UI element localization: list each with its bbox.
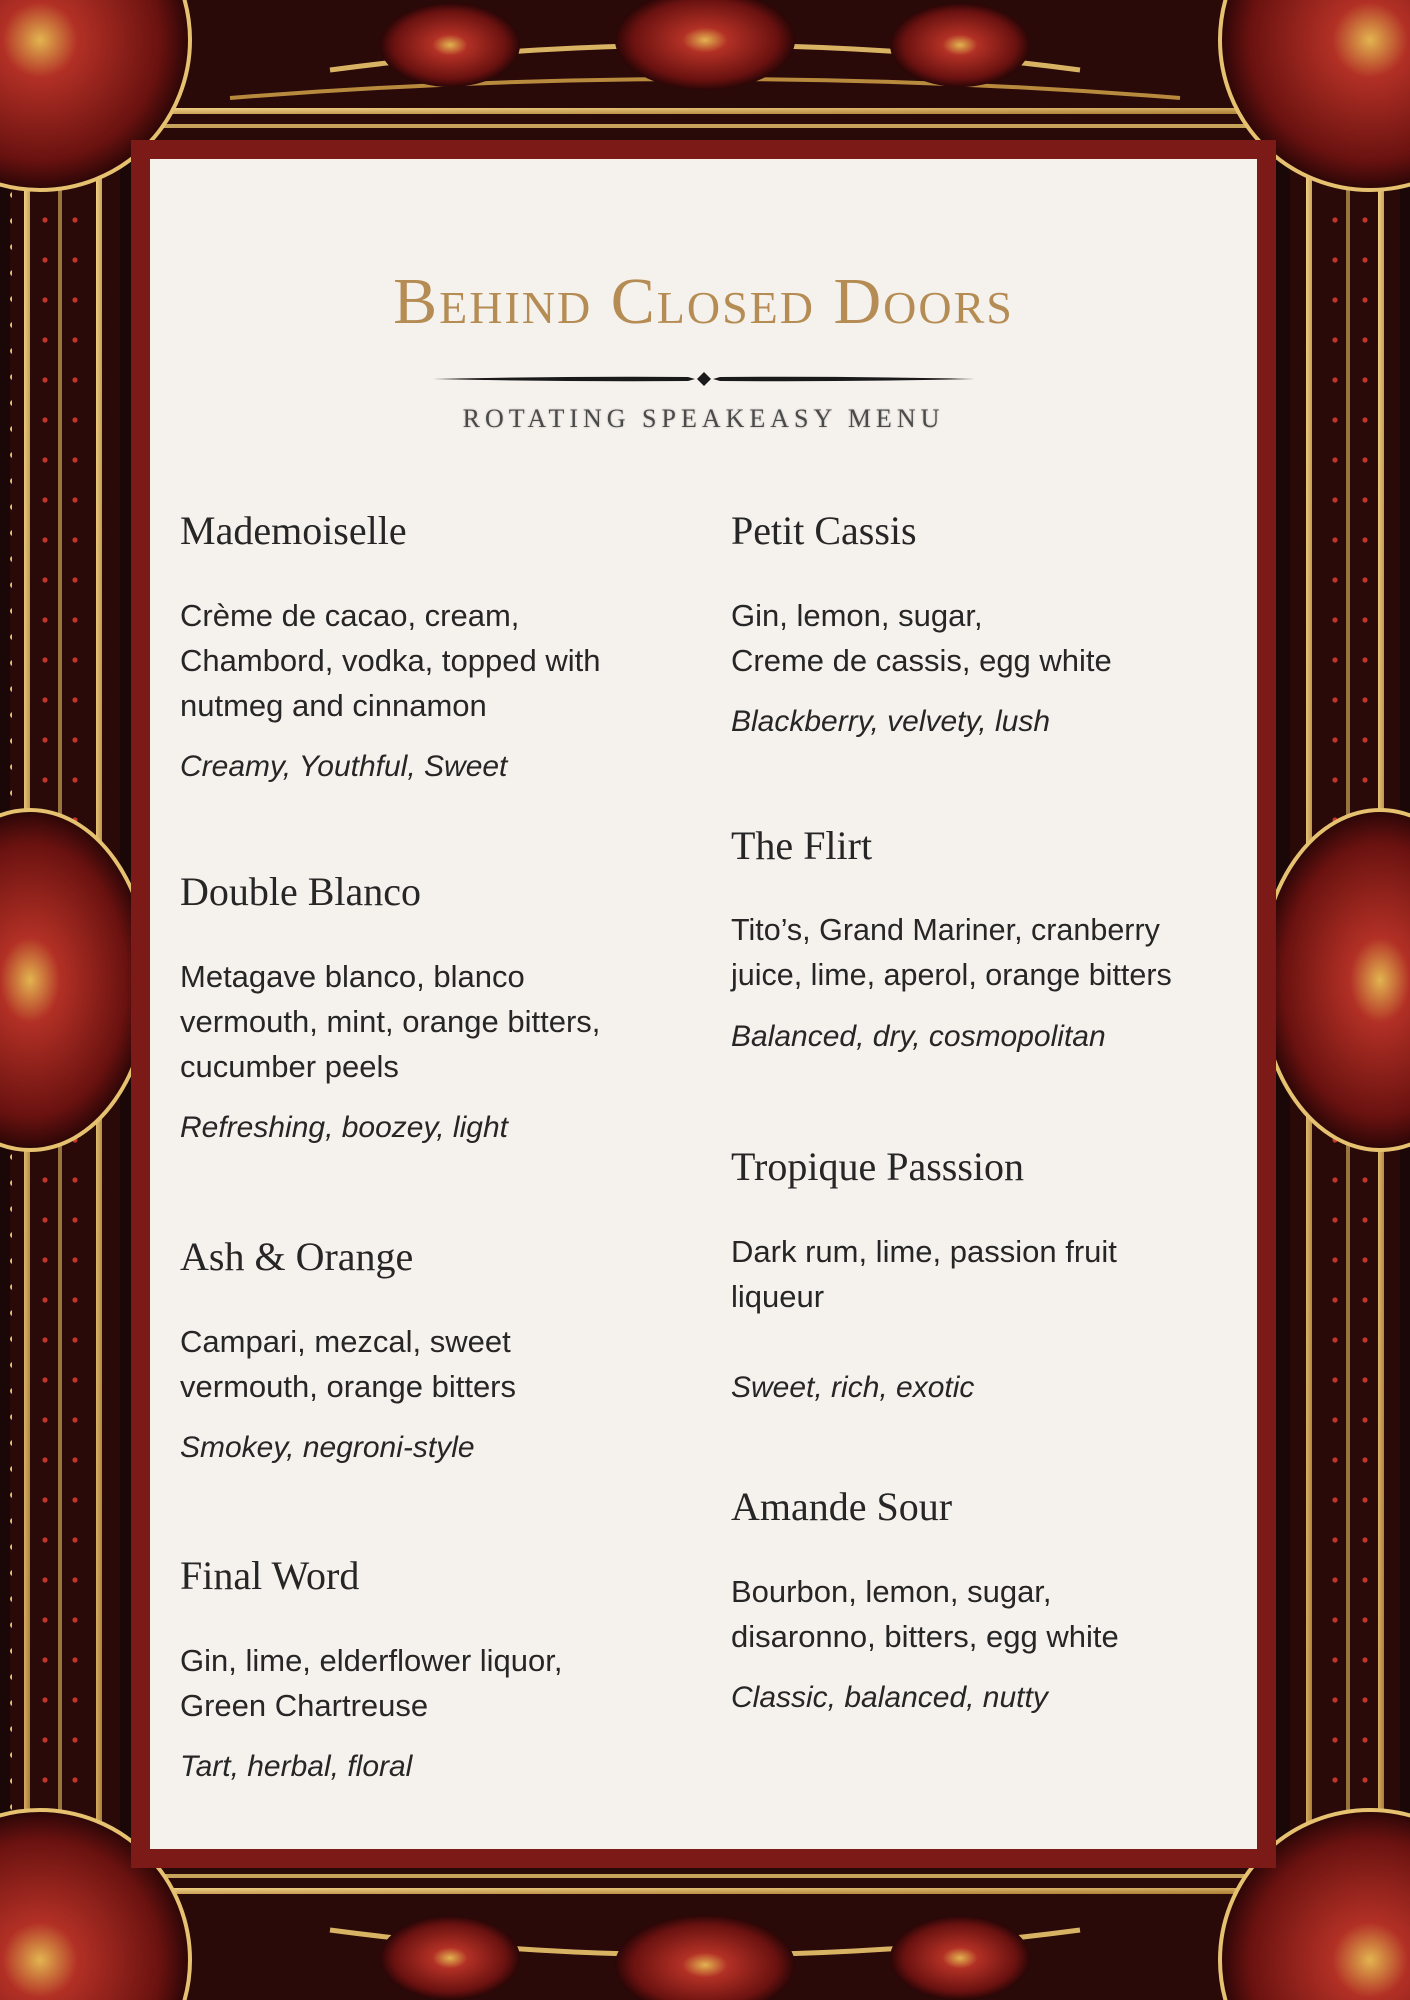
item-ingredients: Crème de cacao, cream, Chambord, vodka, topped with nutmeg and cinnamon — [180, 598, 601, 723]
item-ingredients: Dark rum, lime, passion fruit liqueur — [731, 1234, 1117, 1314]
bottom-band-ornament — [0, 1860, 1410, 2000]
item-name: Petit Cassis — [731, 508, 917, 553]
item-ingredients: Campari, mezcal, sweet vermouth, orange bitters — [180, 1324, 517, 1404]
menu-title: Behind Closed Doors — [393, 265, 1014, 338]
menu-item-final-word — [180, 1553, 680, 1783]
top-band-ornament — [0, 0, 1410, 140]
menu-item-double-blanco — [180, 869, 680, 1144]
item-name: Double Blanco — [180, 869, 422, 914]
item-name: Final Word — [180, 1553, 360, 1598]
item-tasting-notes: Refreshing, boozey, light — [180, 1111, 508, 1144]
menu-item-tropique-passsion — [731, 1144, 1231, 1404]
item-name: Ash & Orange — [180, 1234, 414, 1279]
menu-item-ash-orange — [180, 1234, 680, 1464]
menu-item-mademoiselle — [180, 508, 680, 783]
ornamental-divider-icon — [433, 371, 975, 387]
menu-item-petit-cassis — [731, 508, 1231, 738]
menu-subtitle: ROTATING SPEAKEASY MENU — [462, 404, 945, 433]
item-tasting-notes: Sweet, rich, exotic — [731, 1371, 975, 1404]
item-name: The Flirt — [731, 823, 873, 868]
item-ingredients: Bourbon, lemon, sugar, disaronno, bitters, egg white — [731, 1574, 1119, 1654]
item-ingredients: Tito’s, Grand Mariner, cranberry juice, lime, aperol, orange bitters — [731, 913, 1172, 992]
item-name: Amande Sour — [731, 1484, 953, 1529]
item-tasting-notes: Smokey, negroni-style — [180, 1431, 475, 1464]
item-tasting-notes: Tart, herbal, floral — [180, 1750, 413, 1783]
item-ingredients: Gin, lime, elderflower liquor, Green Chartreuse — [180, 1643, 563, 1723]
item-name: Tropique Passsion — [731, 1144, 1025, 1189]
item-ingredients: Gin, lemon, sugar, Creme de cassis, egg white — [731, 598, 1112, 678]
item-tasting-notes: Blackberry, velvety, lush — [731, 705, 1050, 738]
item-tasting-notes: Classic, balanced, nutty — [731, 1681, 1048, 1714]
menu-item-the-flirt — [731, 823, 1231, 1053]
menu-card — [131, 140, 1276, 1868]
item-tasting-notes: Balanced, dry, cosmopolitan — [731, 1020, 1106, 1053]
menu-card-inner — [150, 159, 1257, 1849]
item-ingredients: Metagave blanco, blanco vermouth, mint, orange bitters, cucumber peels — [180, 959, 601, 1084]
item-name: Mademoiselle — [180, 508, 407, 553]
menu-item-amande-sour — [731, 1484, 1231, 1714]
item-tasting-notes: Creamy, Youthful, Sweet — [180, 750, 508, 783]
